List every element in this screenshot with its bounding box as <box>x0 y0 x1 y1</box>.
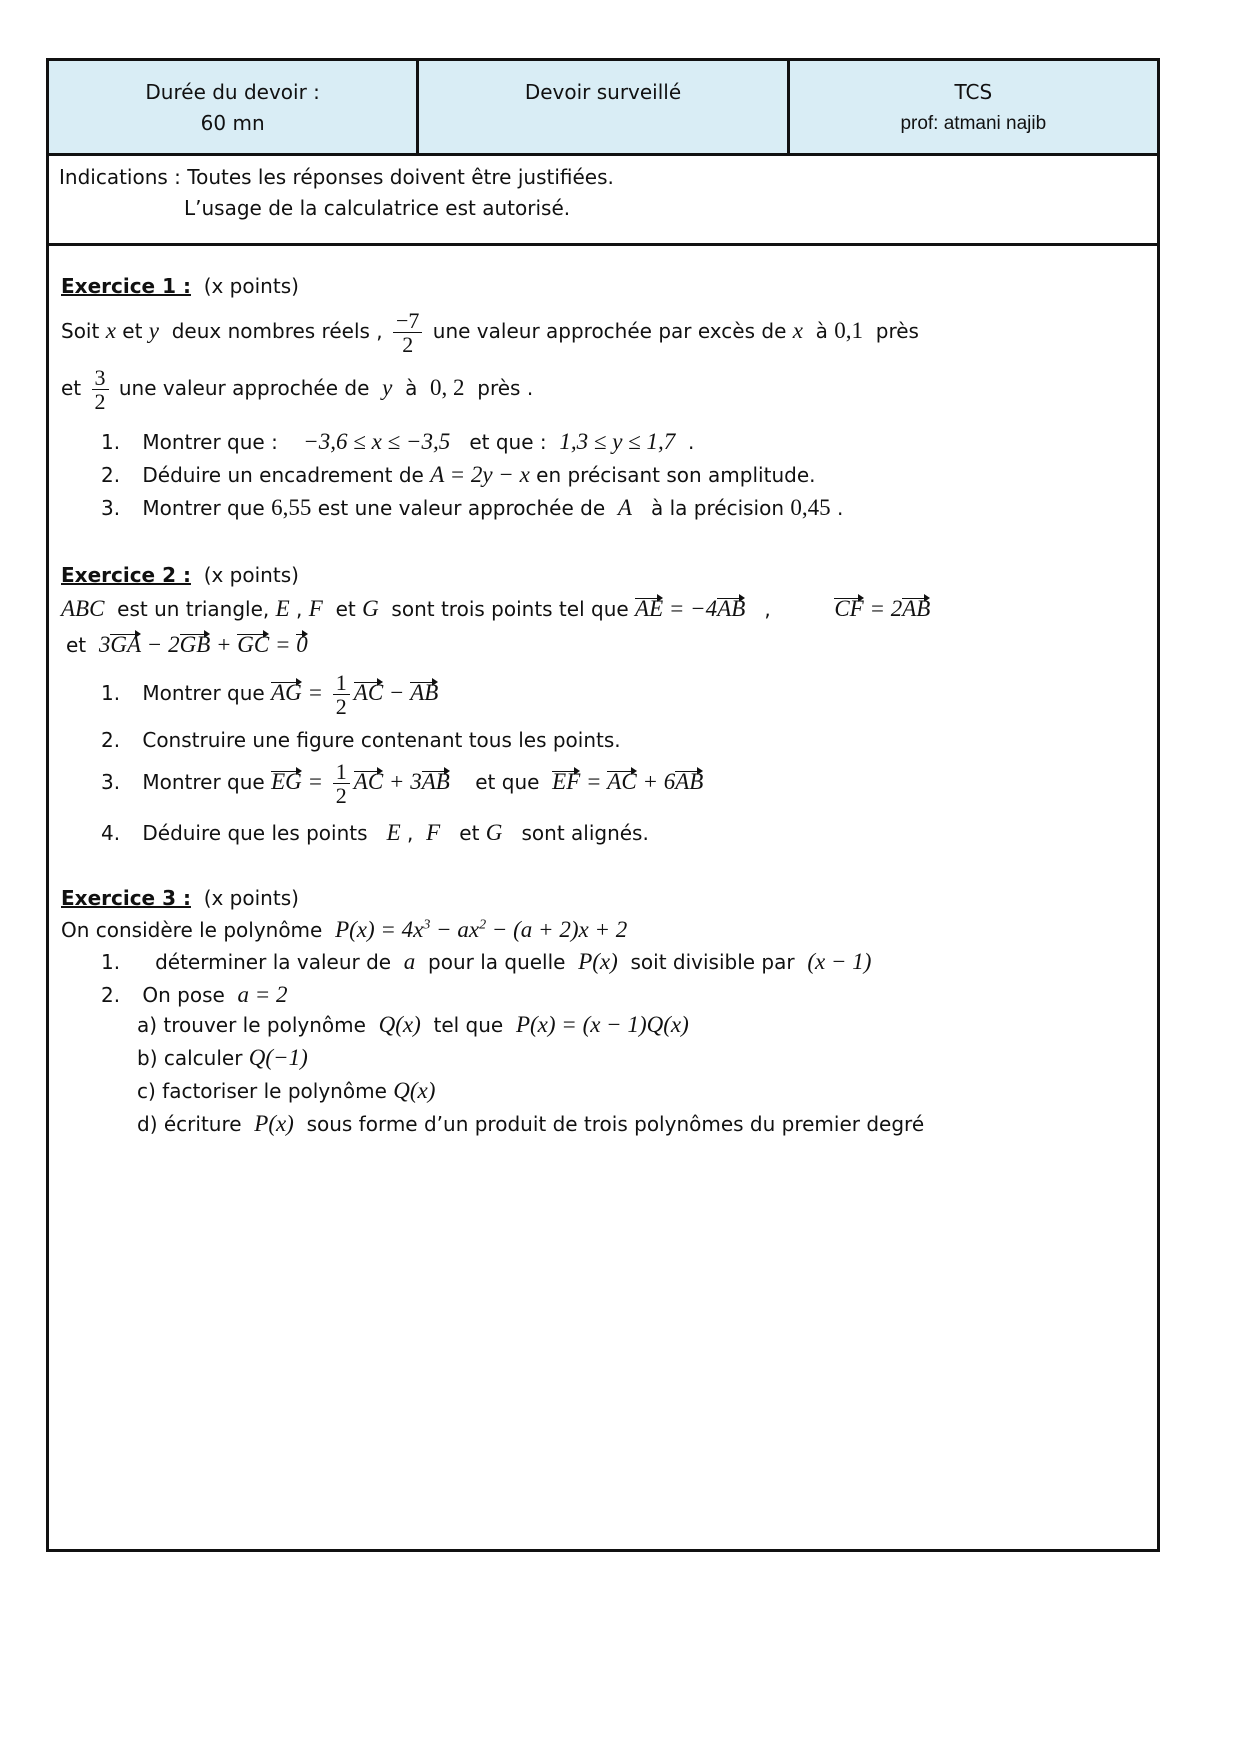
text: et <box>66 633 87 657</box>
math: = 2 <box>863 596 903 621</box>
vector-GC: GC <box>237 632 270 657</box>
math: G <box>485 820 503 845</box>
text: Montrer que <box>142 681 265 706</box>
vector-AC: AC <box>353 680 384 706</box>
vector-eq-AE <box>635 596 745 621</box>
text: et <box>122 319 143 344</box>
vector-AB: AB <box>421 769 450 795</box>
text: Construire une figure contenant tous les points. <box>142 728 621 752</box>
vector-EF: EF <box>552 769 581 795</box>
text: déterminer la valeur de <box>155 950 392 974</box>
vector-eq-CF <box>834 596 930 621</box>
text: et <box>459 821 480 845</box>
vector-expr <box>354 769 450 794</box>
class-cell <box>787 61 1157 153</box>
text: trouver le polynôme <box>163 1013 366 1037</box>
ex2-question-1 <box>101 671 438 718</box>
text: Soit <box>61 319 100 344</box>
math: + 6 <box>636 769 676 795</box>
math: = <box>301 680 329 706</box>
exponent: 2 <box>479 917 487 933</box>
vector-GA: GA <box>110 632 142 657</box>
vector-AE: AE <box>635 596 664 621</box>
math: x <box>105 318 116 344</box>
vector-zero: 0 <box>296 632 308 657</box>
math: = <box>580 769 608 795</box>
vector-eq-EF <box>552 769 703 794</box>
text: écriture <box>163 1112 242 1136</box>
vector-AC: AC <box>353 769 384 795</box>
duration-value: 60 mn <box>200 111 265 135</box>
ex2-question-3 <box>101 760 703 807</box>
number: 2. <box>101 463 121 487</box>
math: P(x) <box>578 949 618 974</box>
math: y <box>148 318 160 344</box>
vector-AB: AB <box>675 769 704 795</box>
indications-line2: L’usage de la calculatrice est autorisé. <box>184 196 571 220</box>
text: . <box>688 430 695 454</box>
vector-eq-AG <box>271 680 329 705</box>
vector-EG: EG <box>271 769 302 795</box>
denominator: 2 <box>335 783 347 809</box>
vector-eq-EG <box>271 769 329 794</box>
indications <box>49 156 1157 246</box>
math: 6,55 <box>271 495 312 520</box>
text: à <box>405 376 418 401</box>
text: près <box>875 319 919 344</box>
text: en précisant son amplitude. <box>536 463 816 487</box>
ex2-question-2 <box>101 728 621 752</box>
math: y <box>382 375 393 401</box>
math: E <box>275 596 290 621</box>
vector-CF: CF <box>834 596 864 621</box>
header-row <box>49 61 1157 156</box>
math: F <box>426 820 441 845</box>
math: (x − 1) <box>807 949 872 974</box>
ex3-question-1 <box>101 949 871 975</box>
ex3-question-2 <box>101 982 288 1008</box>
ex1-intro-line1 <box>61 309 919 356</box>
vector-expr <box>354 680 439 705</box>
vector-AB: AB <box>717 596 746 621</box>
number: 2. <box>101 728 121 752</box>
text: est une valeur approchée de <box>317 496 606 520</box>
vector-eq-G <box>99 632 308 657</box>
math: + 3 <box>383 769 422 795</box>
math: G <box>362 596 379 621</box>
fraction-3-over-2 <box>92 366 109 413</box>
math: Q(x) <box>393 1078 436 1103</box>
math: 0,1 <box>834 318 864 344</box>
math: P(x) = (x − 1)Q(x) <box>515 1012 689 1037</box>
exam-frame <box>46 58 1160 1552</box>
math: Q(−1) <box>248 1045 308 1070</box>
text: . <box>836 496 844 520</box>
ex3-question-2b <box>137 1045 308 1071</box>
fraction-minus7-over-2 <box>393 309 422 356</box>
vector-AB: AB <box>410 680 439 706</box>
ex1-question-2 <box>101 462 815 488</box>
numerator: 3 <box>92 366 109 390</box>
text: à <box>815 319 828 344</box>
text: Déduire un encadrement de <box>142 463 424 487</box>
vector-AB: AB <box>902 596 931 621</box>
text: soit divisible par <box>630 950 795 974</box>
teacher-name: prof: atmani najib <box>900 113 1047 134</box>
text: et que <box>475 770 540 795</box>
number: 2. <box>101 983 121 1007</box>
vector-AG: AG <box>271 680 302 706</box>
ex3-points: (x points) <box>203 886 299 910</box>
fraction-1-over-2 <box>333 760 350 807</box>
exponent: 3 <box>423 917 431 933</box>
math: 0, 2 <box>430 375 465 401</box>
text: et que : <box>469 430 547 454</box>
ex1-heading <box>61 274 299 298</box>
denominator: 2 <box>94 389 106 415</box>
text: près . <box>477 376 534 401</box>
math: = <box>269 632 297 657</box>
number: 1. <box>101 681 121 706</box>
math: = −4 <box>663 596 718 621</box>
text: sont alignés. <box>521 821 649 845</box>
ex1-points: (x points) <box>203 274 299 298</box>
ex3-title: Exercice 3 : <box>61 886 191 910</box>
math: + <box>210 632 238 657</box>
math: F <box>308 596 323 621</box>
number: 1. <box>101 430 121 454</box>
math: ABC <box>61 596 105 621</box>
number: 3. <box>101 770 121 795</box>
math: A = 2y − x <box>430 462 530 487</box>
text: sont trois points tel que <box>391 597 629 621</box>
math: a = 2 <box>237 982 288 1007</box>
ex2-points: (x points) <box>203 563 299 587</box>
text: et <box>335 597 356 621</box>
math: − 2 <box>141 632 180 657</box>
ex2-title: Exercice 2 : <box>61 563 191 587</box>
text: sous forme d’un produit de trois polynômes du premier degré <box>306 1112 925 1136</box>
math: E <box>386 820 401 845</box>
text: , <box>764 597 771 621</box>
math: P(x) <box>254 1111 294 1136</box>
number: 1. <box>101 950 121 974</box>
ex2-intro-line2 <box>66 632 308 658</box>
vector-AC: AC <box>607 769 637 795</box>
math: P(x) = 4x <box>335 917 424 942</box>
text: Déduire que les points <box>142 821 368 845</box>
math: x <box>792 318 803 344</box>
ex1-title: Exercice 1 : <box>61 274 191 298</box>
ex1-intro-line2 <box>61 366 533 413</box>
number: 4. <box>101 821 121 845</box>
ex2-question-4: 4. Déduire que les points E , F et G sont alignés. <box>101 820 649 845</box>
text: est un triangle, <box>117 597 270 621</box>
math: A <box>617 495 632 520</box>
denominator: 2 <box>402 332 414 358</box>
ex1-question-1 <box>101 429 694 455</box>
ex2-heading <box>61 563 299 587</box>
text: Montrer que : <box>142 430 278 454</box>
ex3-question-2d <box>137 1111 924 1137</box>
denominator: 2 <box>335 694 347 720</box>
text: une valeur approchée de <box>118 376 370 401</box>
text: une valeur approchée par excès de <box>432 319 787 344</box>
class-name: TCS <box>954 80 993 104</box>
ex3-question-2a <box>137 1012 689 1038</box>
label: d) <box>137 1112 158 1136</box>
exam-type: Devoir surveillé <box>524 80 682 104</box>
text: Montrer que <box>142 770 265 795</box>
label: a) <box>137 1013 158 1037</box>
text: tel que <box>433 1013 504 1037</box>
math: = <box>301 769 329 795</box>
text: On considère le polynôme <box>61 918 323 942</box>
ex3-question-2c <box>137 1078 435 1104</box>
text: et <box>61 376 82 401</box>
ex1-question-3 <box>101 495 843 521</box>
indications-line1: Indications : Toutes les réponses doivent être justifiées. <box>59 165 614 189</box>
polynomial-P <box>335 917 627 942</box>
numerator: −7 <box>393 309 422 333</box>
text: calculer <box>163 1046 243 1070</box>
number: 3. <box>101 496 121 520</box>
text: à la précision <box>651 496 785 520</box>
label: c) <box>137 1079 156 1103</box>
exam-type-cell <box>416 61 786 153</box>
math: 1,3 ≤ y ≤ 1,7 <box>559 429 676 454</box>
math: 0,45 <box>790 495 831 520</box>
text: Montrer que <box>142 496 265 520</box>
vector-GB: GB <box>179 632 211 657</box>
text: deux nombres réels , <box>171 319 383 344</box>
ex3-intro <box>61 917 627 943</box>
math: a <box>403 949 416 974</box>
numerator: 1 <box>333 671 350 695</box>
math: Q(x) <box>378 1012 421 1037</box>
math: − (a + 2)x + 2 <box>486 917 628 942</box>
duration-cell <box>49 61 416 153</box>
text: On pose <box>142 983 225 1007</box>
math: 3 <box>98 632 111 657</box>
text: factoriser le polynôme <box>162 1079 387 1103</box>
duration-label: Durée du devoir : <box>145 80 320 104</box>
text: pour la quelle <box>428 950 566 974</box>
fraction-1-over-2 <box>333 671 350 718</box>
numerator: 1 <box>333 760 350 784</box>
ex3-heading <box>61 886 299 910</box>
math: −3,6 ≤ x ≤ −3,5 <box>303 429 451 454</box>
label: b) <box>137 1046 158 1070</box>
math: − <box>383 680 411 706</box>
math: − ax <box>430 917 480 942</box>
ex2-intro-line1: ABC est un triangle, E , F et G sont trois points tel que AE = −4AB , CF = 2AB <box>61 596 931 621</box>
